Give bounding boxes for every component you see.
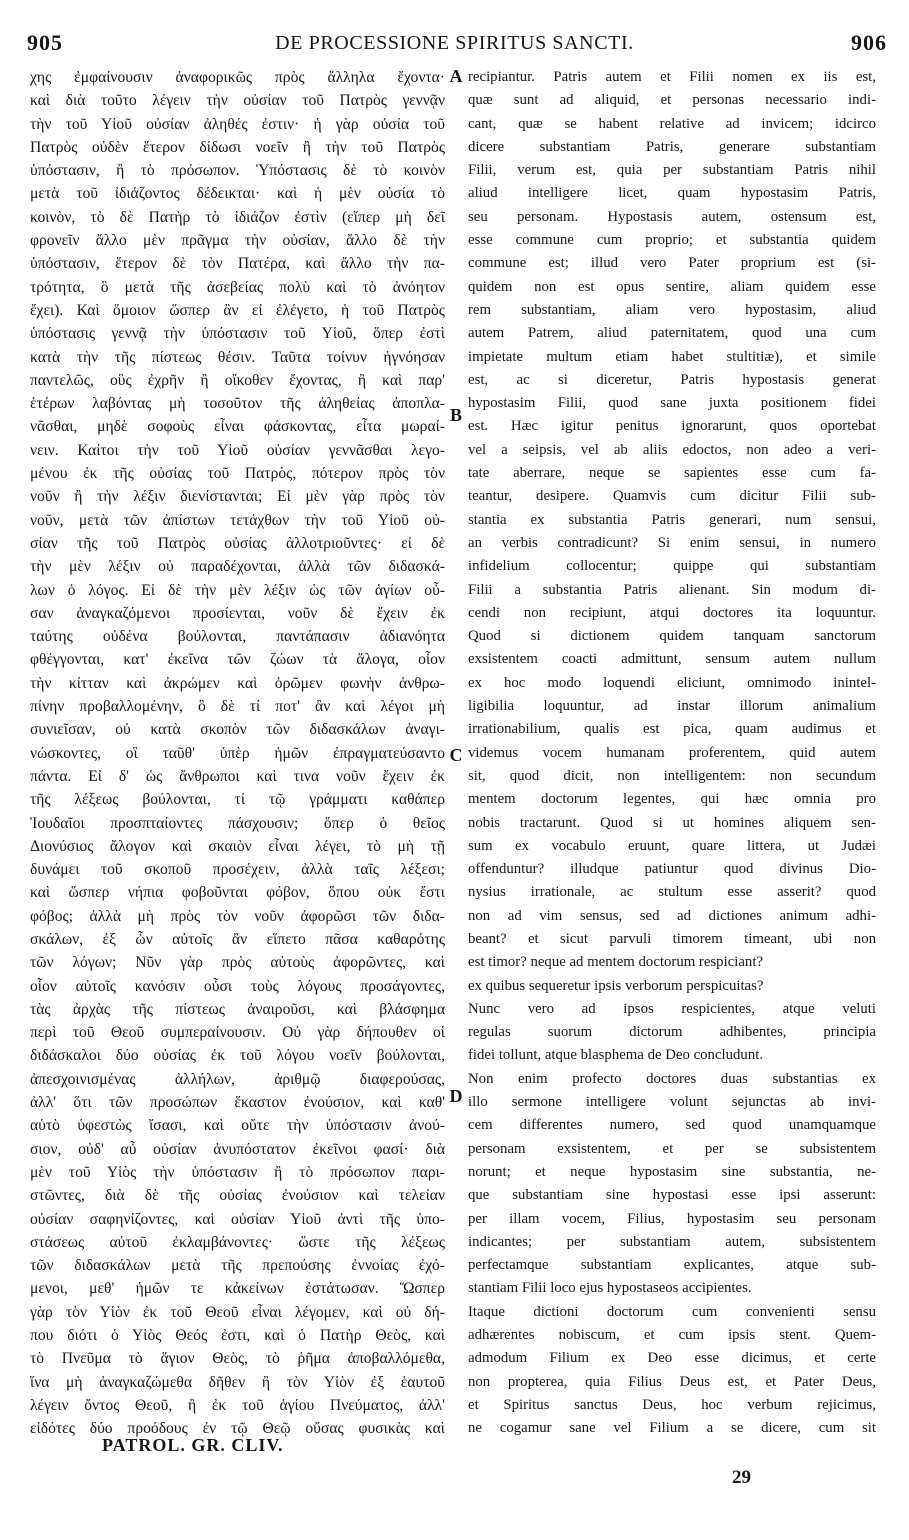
text-line: ἀλλ' ὅτι τῶν προσώπων ἕκαστον ἐνούσιον, καὶ καθ' bbox=[30, 1094, 445, 1112]
text-line: καὶ ὥσπερ νήπια φοβοῦνται φόβον, ὅπου οὐκ ἔστι bbox=[30, 884, 445, 902]
text-line: λων ὁ λόγος. Εἰ δὲ τὴν μὲν λέξιν ὡς τῶν ἁγίων οὖ- bbox=[30, 581, 445, 599]
text-line: παντελῶς, οὓς ἐχρῆν ἢ οἴκοθεν ἔχοντας, ἢ καὶ παρ' bbox=[30, 371, 445, 389]
text-line: διδάσκαλοι δύο οὐσίας ἐκ τοῦ λόγου νοεῖν βούλονται, bbox=[30, 1047, 445, 1065]
latin-text-column bbox=[468, 66, 876, 1441]
text-line: αὑτὸ ὑφεστὼς ἴσασι, καὶ οὔτε τὴν ὑπόστασιν ἀνού- bbox=[30, 1117, 445, 1135]
text-line: Non enim profecto doctores duas substantias ex bbox=[468, 1070, 876, 1087]
text-line: que substantiam sine hypostasi esse ipsi asserunt: bbox=[468, 1187, 876, 1204]
text-line: autem Patrem, aliud paternitatem, quod una cum bbox=[468, 325, 876, 342]
text-line: an verbis contradicunt? Si enim sensui, in numero bbox=[468, 534, 876, 551]
text-line: νειν. Καίτοι τὴν τοῦ Υἱοῦ οὐσίαν γεννᾶσθαι λεγο- bbox=[30, 441, 445, 459]
text-line: indicantes; per substantiam autem, subsistentem bbox=[468, 1233, 876, 1250]
text-line: ὑπόστασις γεννᾷ τὴν ὑπόστασιν τοῦ Υἱοῦ, ὅπερ ἐστὶ bbox=[30, 325, 445, 343]
text-line: vel a seipsis, vel ab aliis edoctos, non adeo a veri- bbox=[468, 441, 876, 458]
text-line: quæ sunt ad aliquid, et personas necessario indi- bbox=[468, 92, 876, 109]
text-line: νᾶσθαι, μηδὲ σοφοὺς εἶναι φάσκοντας, εἶτα μωραί- bbox=[30, 418, 445, 436]
text-line: κατὰ τὴν τῆς πίστεως θέσιν. Ταῦτα τοίνυν ἠγνόησαν bbox=[30, 348, 445, 366]
text-line: σκάλων, ἐξ ὧν αὐτοῖς ἂν εἵπετο πᾶσα καθαρότης bbox=[30, 930, 445, 948]
text-line: πάντα. Εἰ δ' ὡς ἄνθρωποι καὶ τινα νοῦν ἔχειν ἐκ bbox=[30, 767, 445, 785]
text-line: offenduntur? illudque patiuntur quod divinus Dio- bbox=[468, 861, 876, 878]
text-line: νώσκοντες, οἳ ταῦθ' ὑπὲρ ἡμῶν ἐπραγματεύσαντο bbox=[30, 744, 445, 762]
text-line: νοῦν ἢ τὴν λέξιν διενίστανται; Εἰ μὲν γὰρ πρὸς τὸν bbox=[30, 488, 445, 506]
text-line: non ad vim sensus, sed ad dictiones animum adhi- bbox=[468, 907, 876, 924]
text-line: non propterea, quia Filius Deus est, et Pater Deus, bbox=[468, 1373, 876, 1390]
text-line: ex quibus sequeretur ipsis verborum perspicuitas? bbox=[468, 977, 764, 994]
text-line: perfectamque substantiam explicantes, atque sub- bbox=[468, 1257, 876, 1274]
text-line: sit, quod dicit, non intelligentem: non secundum bbox=[468, 767, 876, 784]
text-line: beant? et sicut parvuli timorem timeant, ubi non bbox=[468, 930, 876, 947]
text-line: οἷον αὐτοῖς κανόσιν οὖσι τοὺς λόγους προσάγοντες, bbox=[30, 977, 445, 995]
text-line: μενοι, μεθ' ἡμῶν τε κἀκείνων ἐστάτωσαν. Ὥσπερ bbox=[30, 1280, 445, 1298]
text-line: irrationabilium, qualis est pica, quam audimus et bbox=[468, 721, 876, 738]
text-line: et Spiritus sanctus Deus, hoc verbum rejicimus, bbox=[468, 1396, 876, 1413]
running-header bbox=[0, 30, 909, 64]
text-line: πίνην προβαλλομένην, ὃ δὲ τί ποτ' ἂν καὶ λέγοι μὴ bbox=[30, 698, 445, 716]
text-line: per illam vocem, Filius, hypostasim seu personam bbox=[468, 1210, 876, 1227]
text-line: καὶ διὰ τοῦτο λέγειν τὴν οὐσίαν τοῦ Πατρὸς γεννᾷν bbox=[30, 92, 445, 110]
text-line: Filii a substantia Patris alienant. Sin modum di- bbox=[468, 581, 876, 598]
text-line: stantia ex substantia Patris generari, num sensui, bbox=[468, 511, 876, 528]
text-line: συνιεῖσαν, οὐ κατὰ σκοπὸν τῶν διδασκάλων ἀναγι- bbox=[30, 721, 445, 739]
text-line: γὰρ τὸν Υἱὸν ἐκ τοῦ Θεοῦ εἶναι λέγομεν, καὶ οὐ δή- bbox=[30, 1303, 445, 1321]
text-line: περὶ τοῦ Θεοῦ συμπεραίνουσιν. Οὐ γὰρ δήπουθεν οἱ bbox=[30, 1024, 445, 1042]
text-line: illo sermone intelligere volunt sejunctas ab invi- bbox=[468, 1094, 876, 1111]
text-line: fidei tollunt, atque blasphema de Deo concludunt. bbox=[468, 1047, 764, 1064]
text-line: οὐσίαν σαφηνίζοντες, καὶ οὐσίαν Υἱοῦ ἀντὶ τῆς ὑπο- bbox=[30, 1210, 445, 1228]
text-line: cendi non recipiunt, atqui doctores ita loquuntur. bbox=[468, 604, 876, 621]
footer-source: PATROL. GR. CLIV. bbox=[102, 1435, 284, 1455]
text-line: ἀπεσχοινισμένας ἀλλήλων, ἀριθμῷ διαφερούσας, bbox=[30, 1070, 445, 1088]
text-line: τῶν λόγων; Νῦν γὰρ πρὸς αὐτοὺς ἀφορῶντες, καὶ bbox=[30, 954, 445, 972]
text-line: τῆς λέξεως βούλονται, τί τῷ γράμματι καθάπερ bbox=[30, 791, 445, 809]
text-line: μὲν τοῦ Υἱὸς τὴν ὑπόστασιν ἢ τὸ πρόσωπον παρι- bbox=[30, 1163, 445, 1181]
text-line: seu personam. Hypostasis autem, ostensum est, bbox=[468, 208, 876, 225]
running-title: DE PROCESSIONE SPIRITUS SANCTI. bbox=[275, 32, 634, 54]
text-line: stantiam Filii loco ejus hypostaseos accipientes. bbox=[468, 1280, 752, 1297]
text-line: κοινὸν, τὸ δὲ Πατὴρ τὸ ἰδιάζον ἐστὶν (εἴπερ μὴ δεῖ bbox=[30, 208, 445, 226]
text-line: ex hoc modo loquendi eliciunt, omnimodo inintel- bbox=[468, 674, 876, 691]
signature-mark: 29 bbox=[732, 1467, 751, 1488]
text-line: στάσεως αὐτοῦ ἐκλαμβάνοντες· ὥστε τῆς λέξεως bbox=[30, 1233, 445, 1251]
text-line: tate aberrare, neque se sapientes esse cum fa- bbox=[468, 465, 876, 482]
text-line: dicere substantiam Patris, generare substantiam bbox=[468, 138, 876, 155]
text-line: τὰς ἀρχὰς τῆς πίστεως ἀναιροῦσι, καὶ βλάσφημα bbox=[30, 1000, 445, 1018]
text-line: εἰδότες δύο προόδους ἐν τῷ Θεῷ οὔσας φυσικὰς καὶ bbox=[30, 1420, 445, 1438]
text-line: που διότι ὁ Υἱὸς Θεός ἐστι, καὶ ὁ Πατὴρ Θεὸς, καὶ bbox=[30, 1327, 445, 1345]
text-line: ὑπόστασιν, ἕτερον δὲ τὸν Πατέρα, καὶ ἄλλο τὴν πα- bbox=[30, 255, 445, 273]
text-line: est. Hæc igitur penitus ignorarunt, quos oportebat bbox=[468, 418, 876, 435]
text-line: admodum Filium ex Deo esse dicimus, et certe bbox=[468, 1350, 876, 1367]
margin-marker-b: B bbox=[449, 405, 462, 425]
text-line: Διονύσιος ἄλογον καὶ σκαιὸν εἶναι λέγει, τὸ μὴ τῇ bbox=[30, 837, 445, 855]
text-line: ἔχει). Καὶ ὅμοιον ὥσπερ ἂν εἰ ἐλέγετο, ἡ τοῦ Πατρὸς bbox=[30, 301, 445, 319]
text-line: ἑτέρων λαβόντας μὴ τοσοῦτον τῆς ἀληθείας ἀποπλα- bbox=[30, 395, 445, 413]
text-line: hypostasim Filii, quod sane juxta positionem fidei bbox=[468, 395, 876, 412]
text-line: τῶν διδασκάλων μετὰ τῆς πρεπούσης ἐννοίας ἐχό- bbox=[30, 1257, 445, 1275]
text-line: norunt; et neque hypostasim sine substantia, ne- bbox=[468, 1163, 876, 1180]
text-line: φόβος; ἀλλὰ μὴ πρὸς τὸν νοῦν ἀφορῶσι τῶν διδα- bbox=[30, 907, 445, 925]
text-line: μετὰ τοῦ ἰδιάζοντος δέδεικται· καὶ ἡ μὲν οὐσία τὸ bbox=[30, 185, 445, 203]
text-line: Filii, verum est, quia per substantiam Patris nihil bbox=[468, 162, 876, 179]
text-line: exsistentem coacti admittunt, sensum autem nullum bbox=[468, 651, 876, 668]
text-line: φρονεῖν ἄλλο μὲν πρᾶγμα τὴν οὐσίαν, ἄλλο δὲ τὴν bbox=[30, 232, 445, 250]
text-line: est, ac si diceretur, Patris hypostasis generat bbox=[468, 371, 876, 388]
margin-marker-a: A bbox=[449, 66, 463, 86]
text-line: ἵνα μὴ ἀναγκαζώμεθα δῆθεν ἢ τὸν Υἱὸν ἐξ ἑαυτοῦ bbox=[30, 1373, 445, 1391]
text-line: σίαν τῆς τοῦ Πατρὸς οὐσίας ἀλλοτριοῦντες· εἰ δὲ bbox=[30, 534, 445, 552]
text-line: Nunc vero ad ipsos respicientes, atque veluti bbox=[468, 1000, 876, 1017]
text-line: μένου ἐκ τῆς οὐσίας τοῦ Πατρὸς, πότερον πρὸς τὸν bbox=[30, 465, 445, 483]
text-line: cem differentes numero, sed quod unamquamque bbox=[468, 1117, 876, 1134]
text-line: τὸ Πνεῦμα τὸ ἅγιον Θεὸς, τὸ ῥῆμα ἀποβαλλόμεθα, bbox=[30, 1350, 445, 1368]
text-line: nysius irrationale, ac stultum esse asserit? quod bbox=[468, 884, 876, 901]
text-line: ὑπόστασιν, ἢ τὸ πρόσωπον. Ὑπόστασις δὲ τὸ κοινὸν bbox=[30, 162, 445, 180]
text-line: Πατρὸς οὐδὲν ἕτερον δίδωσι νοεῖν ἢ τὴν τοῦ Πατρὸς bbox=[30, 138, 445, 156]
text-line: τὴν τοῦ Υἱοῦ οὐσίαν ἀληθές ἐστιν· ἡ γὰρ οὐσία τοῦ bbox=[30, 115, 445, 133]
text-line: τρότητα, ὃ μετὰ τῆς ἀσεβείας πολὺ καὶ τὸ ἀνόητον bbox=[30, 278, 445, 296]
text-line: teantur, desipere. Quamvis cum dicitur Filii sub- bbox=[468, 488, 876, 505]
margin-marker-d: D bbox=[449, 1086, 463, 1106]
text-line: στῶντες, διὰ δὲ τῆς οὐσίας ἐνούσιον καὶ τελείαν bbox=[30, 1187, 445, 1205]
text-line: adhærentes nobiscum, et cum ipsis stent. Quem- bbox=[468, 1327, 876, 1344]
text-line: φθέγγονται, κατ' ἐκεῖνα τῶν ζώων τὰ ἄλογα, οἷον bbox=[30, 651, 445, 669]
text-line: cant, quæ se habent relative ad invicem; idcirco bbox=[468, 115, 876, 132]
text-line: λέγειν ὄντος Θεοῦ, ἢ ἐκ τοῦ ἁγίου Πνεύματος, ἀλλ' bbox=[30, 1396, 445, 1414]
text-line: τὴν κίτταν καὶ ἀκρώμεν καὶ ὁρῶμεν φωνὴν ἀνθρω- bbox=[30, 674, 445, 692]
greek-text-column bbox=[30, 66, 445, 1441]
text-line: sum ex vocabulo eruunt, quare littera, ut Judæi bbox=[468, 837, 876, 854]
text-line: quidem non est opus sentire, aliam quidem esse bbox=[468, 278, 876, 295]
text-line: recipiantur. Patris autem et Filii nomen ex iis est, bbox=[468, 69, 876, 85]
text-line: videmus vocem humanam proferentem, quid autem bbox=[468, 744, 876, 761]
text-line: impietate multum etiam habet stultitiæ), et simile bbox=[468, 348, 876, 365]
right-page-number: 906 bbox=[851, 30, 887, 55]
text-line: χης ἐμφαίνουσιν ἀναφορικῶς πρὸς ἄλληλα ἔχοντα· bbox=[30, 69, 445, 86]
text-line: regulas suorum dictorum adhibentes, principia bbox=[468, 1024, 876, 1041]
text-line: esse commune cum proprio; et substantia quidem bbox=[468, 232, 876, 249]
text-line: ταύτης οὐδένα βούλονται, παντάπασιν ἀδιανόητα bbox=[30, 628, 445, 646]
text-line: νοῦν, μετὰ τῶν ἀπίστων τετάχθων τὴν τοῦ Υἱοῦ οὐ- bbox=[30, 511, 445, 529]
text-line: rem substantiam, aliam vero hypostasim, aliud bbox=[468, 301, 876, 318]
text-line: σιον, οὐδ' αὖ οὐσίαν ἀνυπόστατον ἐκεῖνοι φασί· διὰ bbox=[30, 1140, 445, 1158]
text-line: Itaque dictioni doctorum cum convenienti sensu bbox=[468, 1303, 876, 1320]
text-line: infidelium collocentur; quippe qui substantiam bbox=[468, 558, 876, 575]
text-line: est timor? neque ad mentem doctorum respiciant? bbox=[468, 954, 764, 971]
text-line: ne cogamur sane vel Filium a se dicere, cum sit bbox=[468, 1420, 876, 1437]
text-line: personam exsistentem, et per se subsistentem bbox=[468, 1140, 876, 1157]
margin-marker-c: C bbox=[449, 745, 463, 765]
text-line: τὴν μὲν λέξιν οὐ παραδέχονται, ἀλλὰ τῶν διδασκά- bbox=[30, 558, 445, 576]
left-page-number: 905 bbox=[27, 30, 63, 55]
text-line: Ἰουδαῖοι προσπταίοντες πάσχουσιν; ὅπερ ὁ θεῖος bbox=[30, 814, 445, 832]
text-line: δυνάμει τοῦ σκοποῦ προσέχειν, ἀλλὰ ταῖς λέξεσι; bbox=[30, 861, 445, 879]
text-line: σαν ἀναγκαζόμενοι προσίενται, νοῦν δὲ ἔχειν ἐκ bbox=[30, 604, 445, 622]
text-line: aliud intelligere licet, quam hypostasim Patris, bbox=[468, 185, 876, 202]
text-line: mentem doctorum legentes, qui hæc omnia pro bbox=[468, 791, 876, 808]
text-line: ligibilia loquuntur, ad instar illorum animalium bbox=[468, 698, 876, 715]
text-line: Quod si dictionem quidem tanquam sanctorum bbox=[468, 628, 876, 645]
text-line: commune est; illud vero Pater proprium est (si- bbox=[468, 255, 876, 272]
text-line: nobis tractarunt. Quod si ut homines aliquem sen- bbox=[468, 814, 876, 831]
